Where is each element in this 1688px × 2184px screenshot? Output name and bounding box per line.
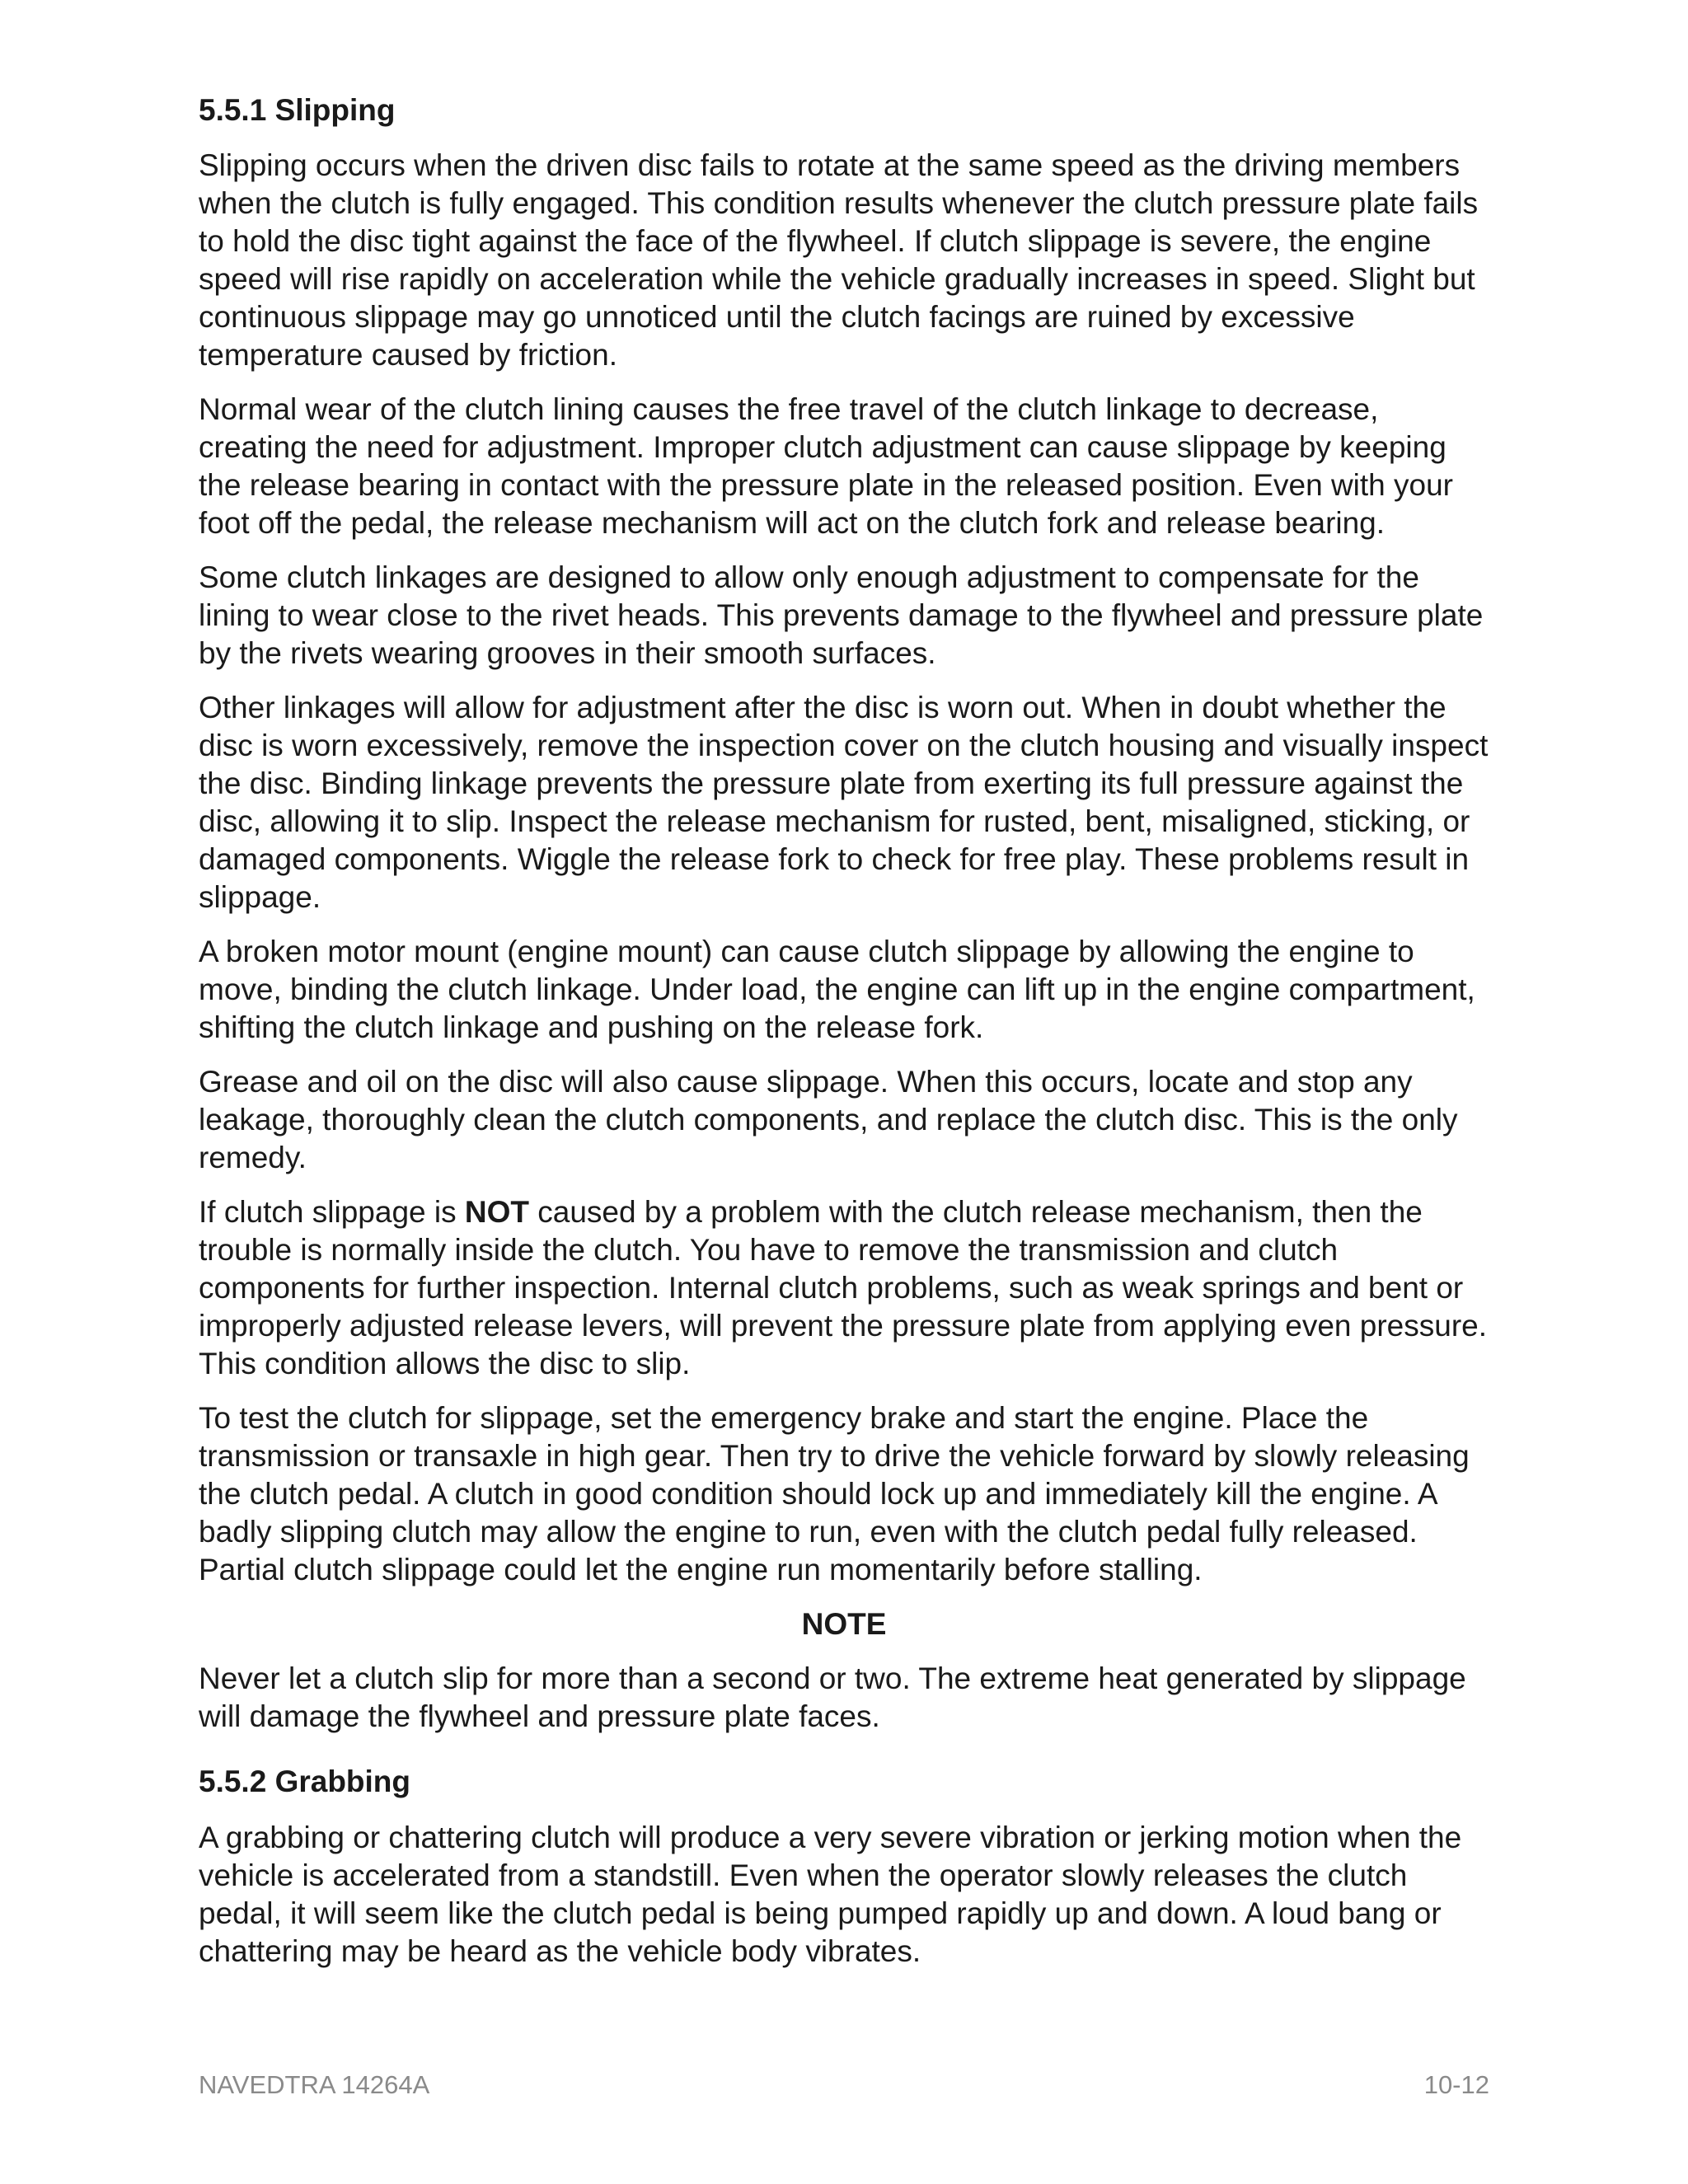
paragraph-slippage-test: To test the clutch for slippage, set the emergency brake and start the engine. Place the transmission or transaxle in high gear. Then try to drive the vehicle forward by slowly releasing the clutch pedal. A clutch in good condition should lock up and immediately kill the engine. A badly slipping clutch may allow the engine to run, even with the clutch pedal fully released. Partial clutch slippage could let the engine run momentarily before stalling.: [199, 1401, 1470, 1587]
emphasis-not: NOT: [464, 1195, 529, 1230]
note-text: Never let a clutch slip for more than a second or two. The extreme heat generated by slippage will damage the flywheel and pressure plate faces.: [199, 1661, 1466, 1734]
paragraph-internal-problems: [199, 1193, 1489, 1383]
note-heading: NOTE: [801, 1607, 887, 1642]
paragraph-linkage-design: Some clutch linkages are designed to allow only enough adjustment to compensate for the lining to wear close to the rivet heads. This prevents damage to the flywheel and pressure plate by the rivets wearing grooves in their smooth surfaces.: [199, 560, 1484, 671]
paragraph-grabbing: A grabbing or chattering clutch will produce a very severe vibration or jerking motion when the vehicle is accelerated from a standstill. Even when the operator slowly releases the clutch pedal, it will seem like the clutch pedal is being pumped rapidly up and down. A loud bang or chattering may be heard as the vehicle body vibrates.: [199, 1820, 1462, 1968]
text-run: If clutch slippage is: [199, 1195, 465, 1230]
paragraph-normal-wear: Normal wear of the clutch lining causes the free travel of the clutch linkage to decrease, creating the need for adjustment. Improper clutch adjustment can cause slippage by keeping the release bearing in contact with the pressure plate in the released position. Even with your foot off the pedal, the release mechanism will act on the clutch fork and release bearing.: [199, 392, 1454, 541]
footer-page-number: 10-12: [1423, 2070, 1489, 2099]
document-page: [199, 92, 1489, 1987]
paragraph-grease-oil: Grease and oil on the disc will also cause slippage. When this occurs, locate and stop any leakage, thoroughly clean the clutch components, and replace the clutch disc. This is the only remedy.: [199, 1065, 1458, 1175]
paragraph-motor-mount: A broken motor mount (engine mount) can cause clutch slippage by allowing the engine to move, binding the clutch linkage. Under load, the engine can lift up in the engine compartment, shifting the clutch linkage and pushing on the release fork.: [199, 935, 1475, 1045]
text-run: caused by a problem with the clutch release mechanism, then the trouble is normally inside the clutch. You have to remove the transmission and clutch components for further inspection. Internal clutch problems, such as weak springs and bent or improperly adjusted release levers, will prevent the pressure plate from applying even pressure. This condition allows the disc to slip.: [199, 1195, 1487, 1381]
paragraph-slipping-definition: Slipping occurs when the driven disc fails to rotate at the same speed as the driving members when the clutch is fully engaged. This condition results whenever the clutch pressure plate fails to hold the disc tight against the face of the flywheel. If clutch slippage is severe, the engine speed will rise rapidly on acceleration while the vehicle gradually increases in speed. Slight but continuous slippage may go unnoticed until the clutch facings are ruined by excessive temperature caused by friction.: [199, 148, 1479, 373]
paragraph-other-linkages: Other linkages will allow for adjustment after the disc is worn out. When in doubt whether the disc is worn excessively, remove the inspection cover on the clutch housing and visually inspect the disc. Binding linkage prevents the pressure plate from exerting its full pressure against the disc, allowing it to slip. Inspect the release mechanism for rusted, bent, misaligned, sticking, or damaged components. Wiggle the release fork to check for free play. These problems result in slippage.: [199, 691, 1489, 915]
page-footer: [199, 2070, 1489, 2100]
footer-document-id: NAVEDTRA 14264A: [199, 2070, 430, 2099]
section-heading-grabbing: 5.5.2 Grabbing: [199, 1765, 411, 1799]
section-heading-slipping: 5.5.1 Slipping: [199, 93, 396, 127]
